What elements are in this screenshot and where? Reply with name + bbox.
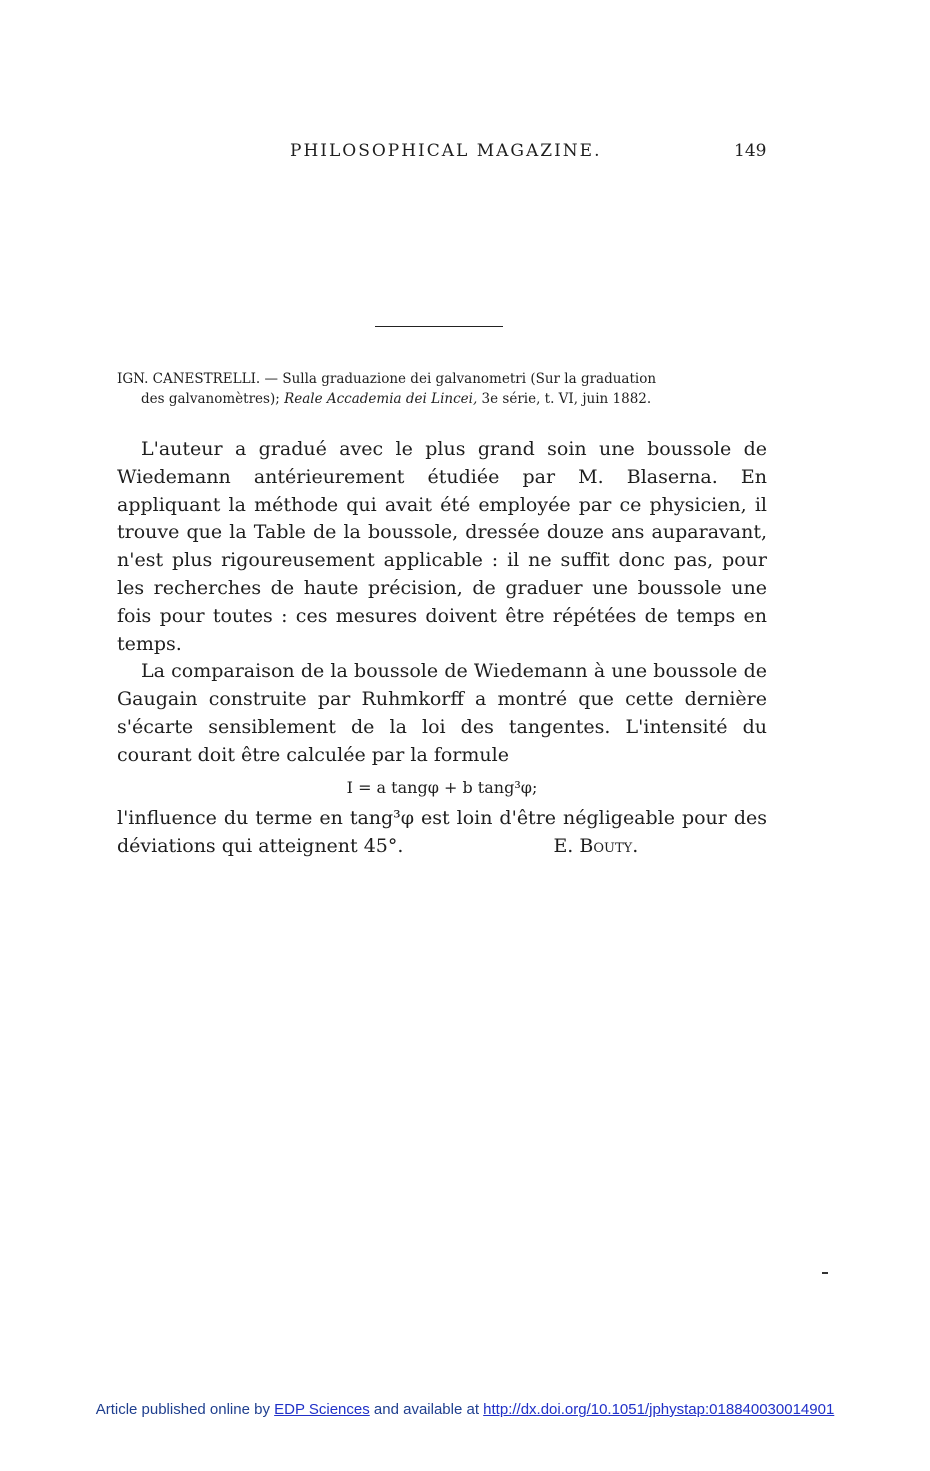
- running-head: [0, 141, 930, 165]
- citation-details: 3e série, t. VI, juin 1882.: [477, 391, 652, 407]
- citation-line-2: [117, 389, 767, 409]
- doi-link[interactable]: http://dx.doi.org/10.1051/jphystap:018840030014901: [483, 1401, 835, 1418]
- citation-title-french: (Sur la graduation: [526, 371, 657, 387]
- article-body: [117, 436, 767, 861]
- paragraph-3-container: [117, 805, 767, 861]
- section-divider: [375, 326, 503, 327]
- paragraph-3: l'influence du terme en tang³φ est loin d'être négligeable pour des déviations qui atteignent 45°.: [117, 807, 767, 858]
- scan-mark: [822, 1272, 828, 1274]
- formula: I = a tangφ + b tang³φ;: [346, 777, 538, 797]
- footer-middle: and available at: [369, 1401, 484, 1418]
- footer-prefix: Article published online by: [95, 1401, 275, 1418]
- citation-journal: Reale Accademia dei Lincei,: [284, 391, 478, 407]
- citation: [117, 369, 767, 409]
- page-number: 149: [734, 141, 767, 161]
- citation-author: IGN. CANESTRELLI.: [117, 371, 261, 387]
- footer: [0, 1401, 930, 1418]
- citation-dash: —: [260, 371, 283, 387]
- signature: E. Bouty.: [553, 835, 639, 858]
- citation-title-italian: Sulla graduazione dei galvanometri: [282, 371, 527, 387]
- publisher-link[interactable]: EDP Sciences: [274, 1401, 370, 1418]
- citation-title-french-end: des galvanomètres);: [141, 391, 280, 407]
- running-title: PHILOSOPHICAL MAGAZINE.: [290, 141, 602, 161]
- paragraph-1: L'auteur a gradué avec le plus grand soin une boussole de Wiedemann antérieurement étudiée par M. Blaserna. En appliquant la méthode qui avait été employée par ce physicien, il trouve que la Table de la boussole, dressée douze ans auparavant, n'est plus rigoureusement applicable : il ne suffit donc pas, pour les recherches de haute précision, de graduer une boussole une fois pour toutes : ces mesures doivent être répétées de temps en temps.: [117, 438, 767, 655]
- paragraph-2: La comparaison de la boussole de Wiedemann à une boussole de Gaugain construite par Ruhmkorff a montré que cette dernière s'écarte sensiblement de la loi des tangentes. L'intensité du courant doit être calculée par la formule: [117, 660, 767, 766]
